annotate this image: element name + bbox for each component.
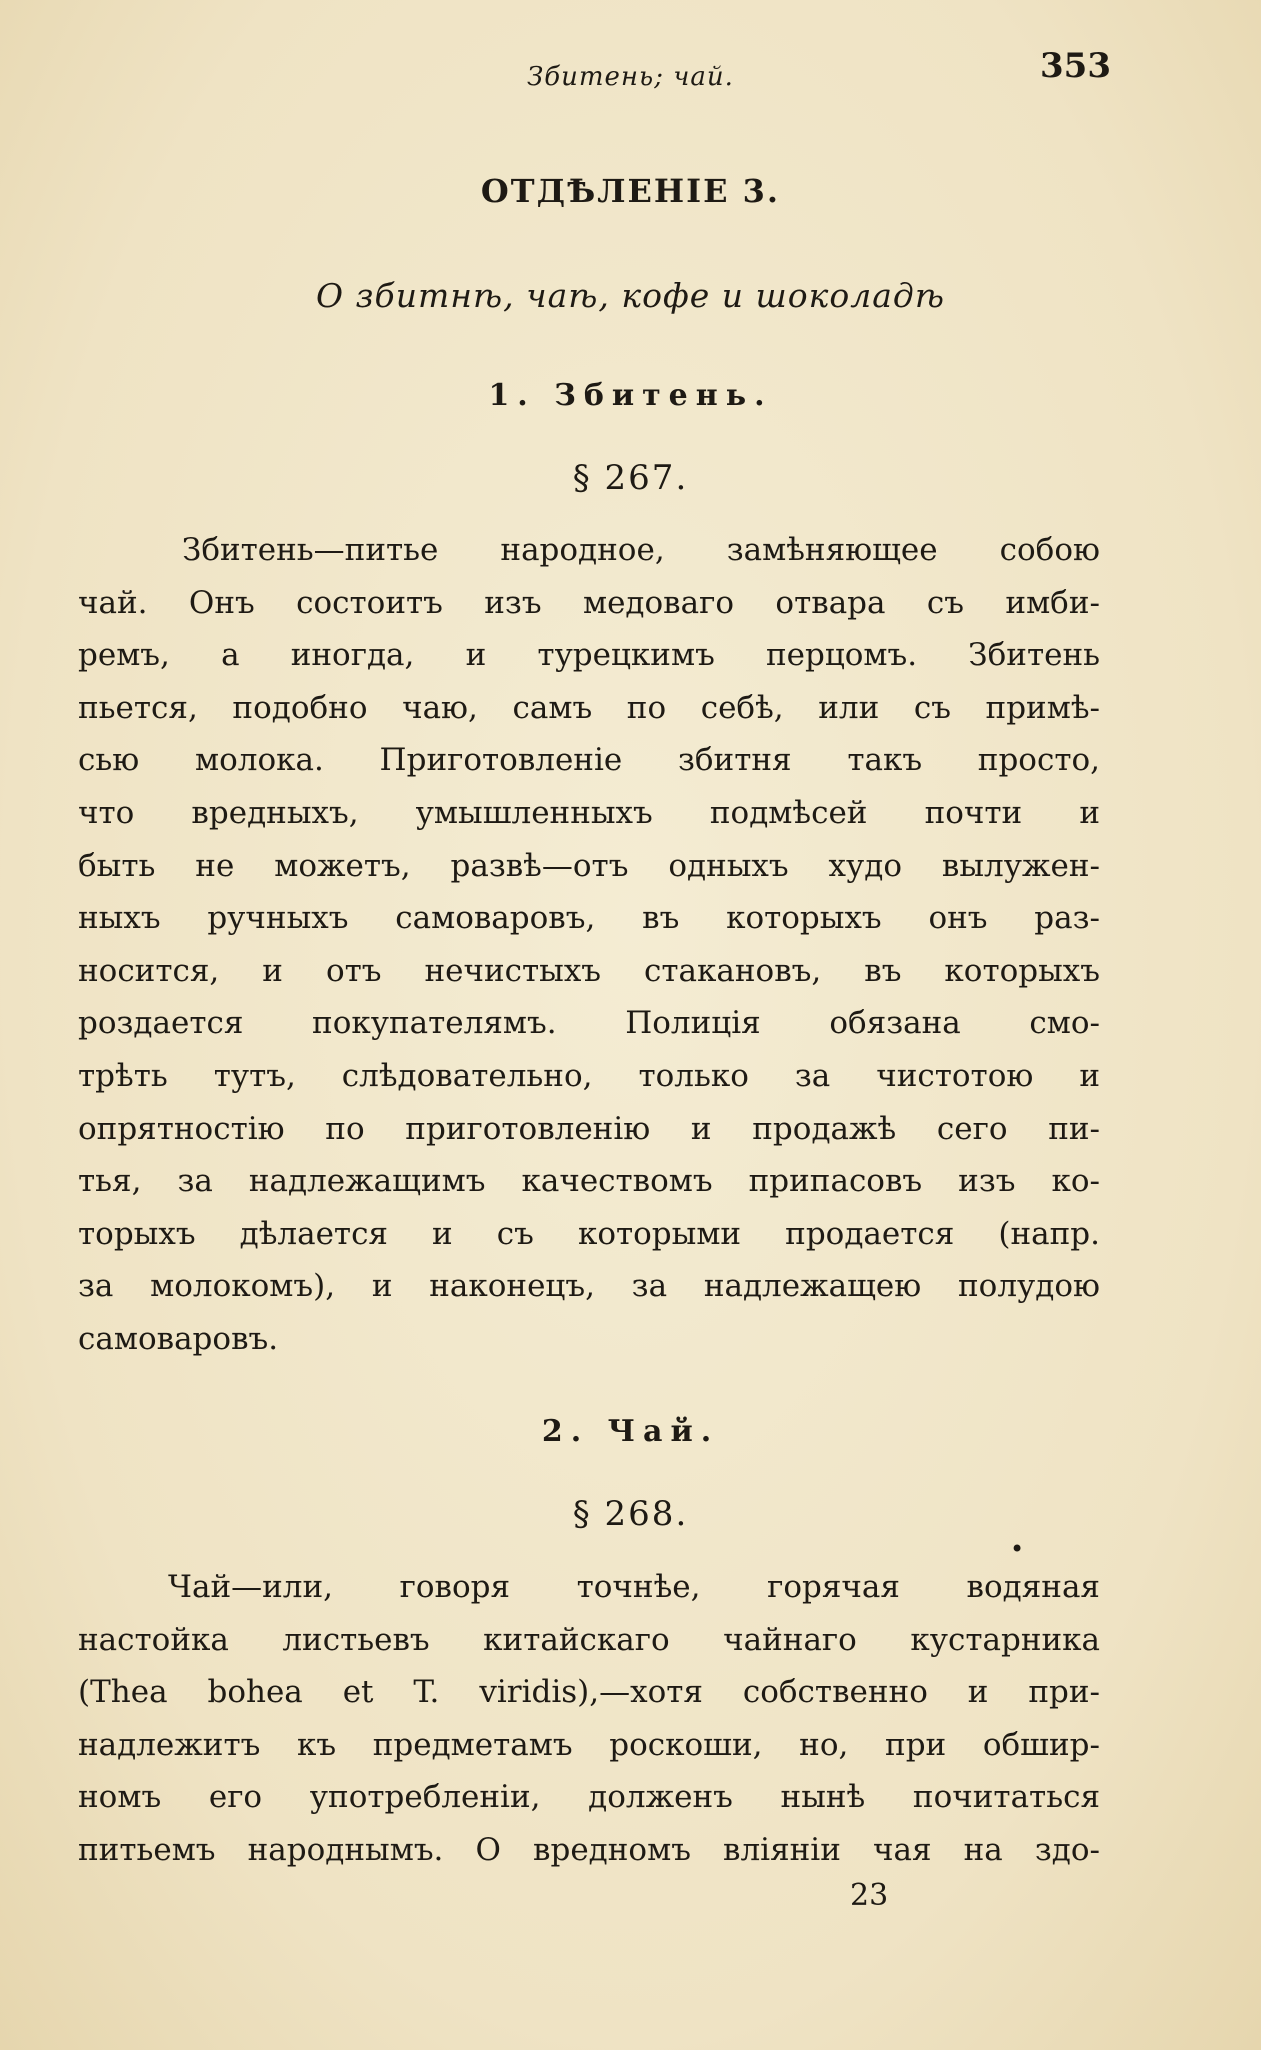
text-line: торыхъ дѣлается и съ которыми продается (напр. bbox=[78, 1215, 1100, 1252]
text-line: Чай—или, говоря точнѣе, горячая водяная bbox=[168, 1569, 1100, 1605]
text-line: опрятностію по приготовленію и продажѣ сего пи- bbox=[78, 1110, 1100, 1147]
text-line: носится, и отъ нечистыхъ стакановъ, въ которыхъ bbox=[78, 952, 1100, 989]
paragraph-mark-267: § 267. bbox=[572, 458, 689, 498]
text-line: питьемъ народнымъ. О вредномъ вліяніи чая на здо- bbox=[78, 1831, 1100, 1868]
text-line: ныхъ ручныхъ самоваровъ, въ которыхъ онъ раз- bbox=[78, 900, 1100, 937]
page-number: 353 bbox=[1040, 46, 1111, 86]
text-line: трѣть тутъ, слѣдовательно, только за чистотою и bbox=[78, 1057, 1100, 1094]
text-line: надлежитъ къ предметамъ роскоши, но, при обшир- bbox=[78, 1726, 1100, 1763]
ink-spot: • bbox=[1010, 1535, 1025, 1563]
text-line: (Thea bohea et T. viridis),—хотя собственно и при- bbox=[78, 1674, 1100, 1711]
signature-mark: 23 bbox=[850, 1878, 889, 1913]
subsection-heading-chai: 2. Чай. bbox=[541, 1414, 720, 1449]
running-head: Збитень; чай. bbox=[527, 62, 734, 92]
paragraph-mark-268: § 268. bbox=[572, 1494, 689, 1534]
text-line: номъ его употребленіи, долженъ нынѣ почитаться bbox=[78, 1779, 1100, 1816]
paragraph-sbiten bbox=[78, 524, 1100, 1366]
text-line: пьется, подобно чаю, самъ по себѣ, или съ примѣ- bbox=[78, 689, 1100, 726]
text-line: самоваровъ. bbox=[78, 1320, 279, 1357]
text-line: ремъ, а иногда, и турецкимъ перцомъ. Збитень bbox=[78, 637, 1100, 674]
section-subtitle: О збитнѣ, чаѣ, кофе и шоколадѣ bbox=[316, 276, 945, 315]
text-line: быть не можетъ, развѣ—отъ одныхъ худо вылужен- bbox=[78, 847, 1100, 884]
text-line: за молокомъ), и наконецъ, за надлежащею полудою bbox=[78, 1268, 1100, 1305]
subsection-heading-sbiten: 1. Збитень. bbox=[488, 378, 773, 413]
text-line: Збитень—питье народное, замѣняющее собою bbox=[182, 532, 1100, 568]
text-line: тья, за надлежащимъ качествомъ припасовъ изъ ко- bbox=[78, 1163, 1100, 1200]
text-line: роздается покупателямъ. Полиція обязана смо- bbox=[78, 1005, 1100, 1042]
text-line: что вредныхъ, умышленныхъ подмѣсей почти и bbox=[78, 794, 1100, 831]
text-line: настойка листьевъ китайскаго чайнаго кустарника bbox=[78, 1621, 1100, 1658]
section-title: ОТДѢЛЕНІЕ 3. bbox=[480, 172, 781, 210]
paragraph-chai bbox=[78, 1561, 1100, 1877]
text-line: чай. Онъ состоитъ изъ медоваго отвара съ имби- bbox=[78, 584, 1100, 621]
text-line: сью молока. Приготовленіе збитня такъ просто, bbox=[78, 742, 1100, 779]
